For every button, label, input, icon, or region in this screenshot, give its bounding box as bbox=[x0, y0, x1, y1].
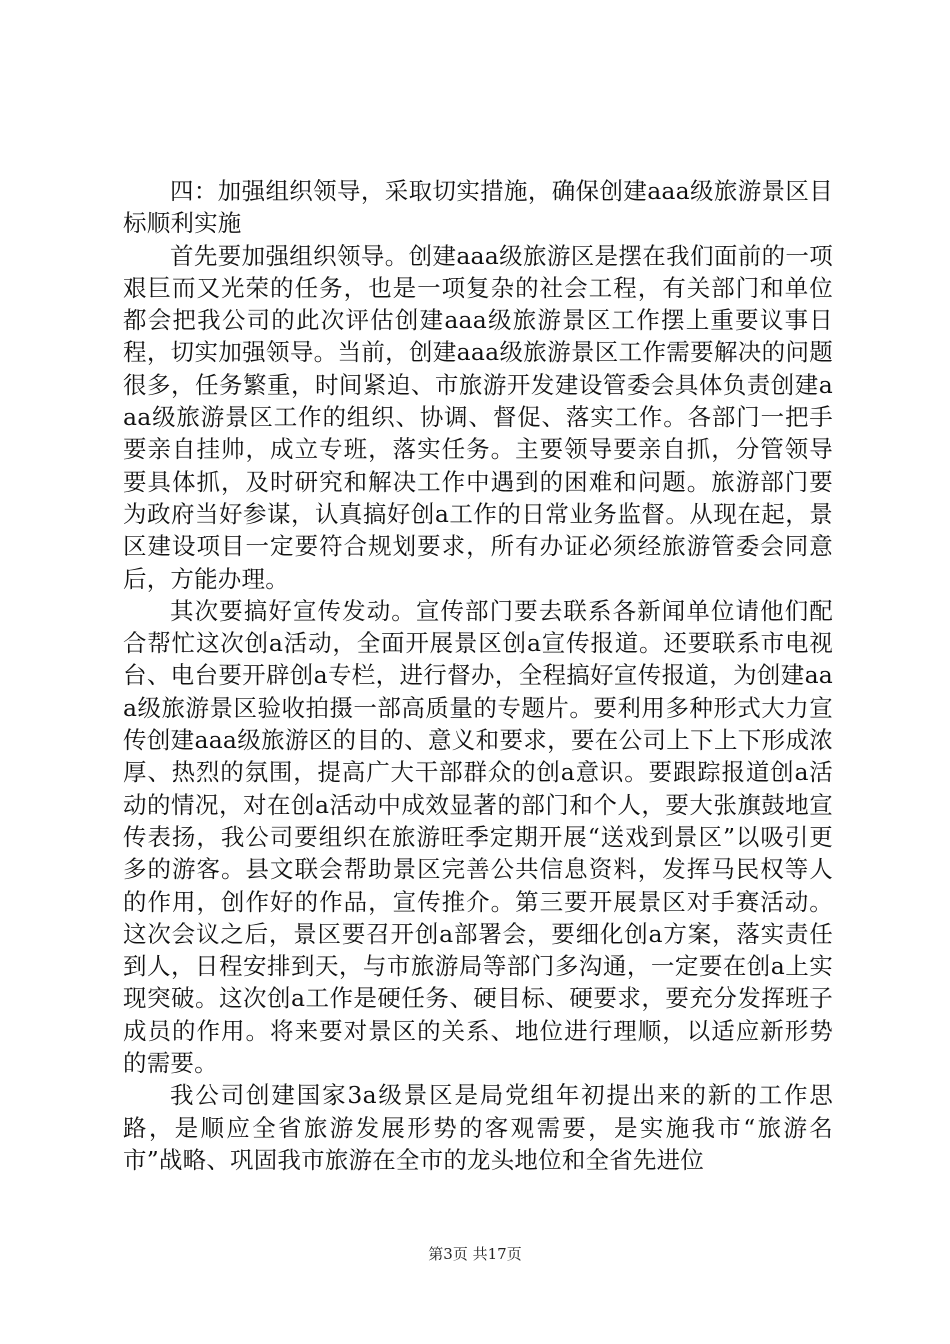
document-body bbox=[123, 175, 833, 1176]
page-number-footer: 第3页 共17页 bbox=[428, 1245, 522, 1263]
body-paragraph: 其次要搞好宣传发动。宣传部门要去联系各新闻单位请他们配合帮忙这次创a活动，全面开展景区创a宣传报道。还要联系市电视台、电台要开辟创a专栏，进行督办，全程搞好宣传报道，为创建aaa级旅游景区验收拍摄一部高质量的专题片。要利用多种形式大力宣传创建aaa级旅游区的目的、意义和要求，要在公司上下上下形成浓厚、热烈的氛围，提高广大干部群众的创a意识。要跟踪报道创a活动的情况，对在创a活动中成效显著的部门和个人，要大张旗鼓地宣传表扬，我公司要组织在旅游旺季定期开展“送戏到景区”以吸引更多的游客。县文联会帮助景区完善公共信息资料，发挥马民权等人的作用，创作好的作品，宣传推介。第三要开展景区对手赛活动。这次会议之后，景区要召开创a部署会，要细化创a方案，落实责任到人，日程安排到天，与市旅游局等部门多沟通，一定要在创a上实现突破。这次创a工作是硬任务、硬目标、硬要求，要充分发挥班子成员的作用。将来要对景区的关系、地位进行理顺，以适应新形势的需要。 bbox=[123, 596, 833, 1078]
section-heading-paragraph: 四：加强组织领导，采取切实措施，确保创建aaa级旅游景区目标顺利实施 bbox=[123, 177, 833, 238]
body-paragraph: 我公司创建国家3a级景区是局党组年初提出来的新的工作思路，是顺应全省旅游发展形势的客观需要，是实施我市“旅游名市”战略、巩固我市旅游在全市的龙头地位和全省先进位 bbox=[123, 1081, 833, 1174]
body-paragraph: 首先要加强组织领导。创建aaa级旅游区是摆在我们面前的一项艰巨而又光荣的任务，也是一项复杂的社会工程，有关部门和单位都会把我公司的此次评估创建aaa级旅游景区工作摆上重要议事日程，切实加强领导。当前，创建aaa级旅游景区工作需要解决的问题很多，任务繁重，时间紧迫、市旅游开发建设管委会具体负责创建aaa级旅游景区工作的组织、协调、督促、落实工作。各部门一把手要亲自挂帅，成立专班，落实任务。主要领导要亲自抓，分管领导要具体抓，及时研究和解决工作中遇到的困难和问题。旅游部门要为政府当好参谋，认真搞好创a工作的日常业务监督。从现在起，景区建设项目一定要符合规划要求，所有办证必须经旅游管委会同意后，方能办理。 bbox=[123, 241, 833, 593]
